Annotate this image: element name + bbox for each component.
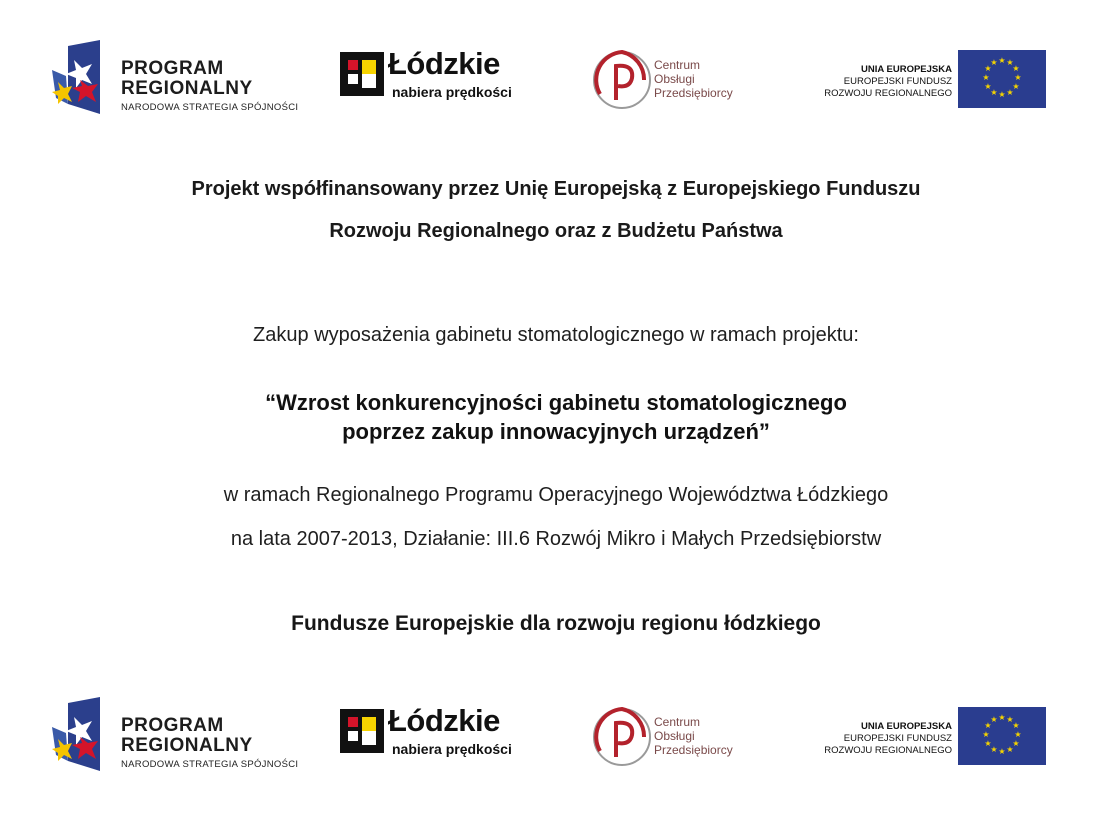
- program-line1: PROGRAM: [121, 58, 224, 79]
- centrum-emblem-icon: [592, 707, 652, 767]
- eu-line1: UNIA EUROPEJSKA: [861, 721, 952, 732]
- svg-text:★: ★: [982, 73, 990, 82]
- project-title-line2: poprzez zakup innowacyjnych urządzeń”: [342, 419, 770, 444]
- svg-text:★: ★: [1006, 58, 1014, 67]
- svg-text:★: ★: [998, 713, 1006, 722]
- program-regionalny-emblem-icon: [52, 40, 104, 116]
- eu-flag-icon: [958, 707, 1046, 765]
- eu-line3: ROZWOJU REGIONALNEGO: [824, 745, 952, 756]
- logo-strip-bottom: [0, 695, 1112, 775]
- svg-text:★: ★: [984, 721, 992, 730]
- program-line3: NARODOWA STRATEGIA SPÓJNOŚCI: [121, 759, 299, 770]
- svg-text:★: ★: [984, 82, 992, 91]
- footer-slogan: Fundusze Europejskie dla rozwoju regionu łódzkiego: [291, 612, 821, 635]
- program-line3: NARODOWA STRATEGIA SPÓJNOŚCI: [121, 102, 299, 113]
- eu-line1: UNIA EUROPEJSKA: [861, 64, 952, 75]
- svg-text:★: ★: [984, 739, 992, 748]
- centrum-line1: Centrum: [654, 715, 701, 729]
- program-regionalny-logo: [52, 38, 312, 118]
- svg-text:★: ★: [998, 90, 1006, 99]
- svg-text:★: ★: [1012, 739, 1020, 748]
- eu-flag-icon: [958, 50, 1046, 108]
- cofinance-line2: Rozwoju Regionalnego oraz z Budżetu Państwa: [329, 220, 783, 242]
- svg-text:★: ★: [998, 747, 1006, 756]
- svg-text:★: ★: [990, 88, 998, 97]
- program-line2: REGIONALNY: [121, 78, 253, 99]
- lodzkie-logo: [340, 703, 540, 767]
- lodzkie-logo: [340, 46, 540, 110]
- logo-strip-top: [0, 38, 1112, 118]
- svg-text:★: ★: [1006, 715, 1014, 724]
- svg-text:★: ★: [1012, 82, 1020, 91]
- cofinance-line1: Projekt współfinansowany przez Unię Europejską z Europejskiego Funduszu: [191, 178, 921, 200]
- svg-text:★: ★: [990, 58, 998, 67]
- eu-text: [824, 721, 952, 757]
- centrum-line2: Obsługi: [654, 729, 695, 743]
- centrum-obslugi-logo: [592, 50, 752, 110]
- eu-logo: [800, 50, 1050, 110]
- lodzkie-squares-icon: [340, 709, 384, 753]
- eu-line2: EUROPEJSKI FUNDUSZ: [843, 733, 952, 744]
- program-line1-text: w ramach Regionalnego Programu Operacyjnego Województwa Łódzkiego: [223, 484, 889, 506]
- centrum-obslugi-logo: [592, 707, 752, 767]
- lodzkie-name: Łódzkie: [388, 46, 500, 81]
- program-line1: PROGRAM: [121, 715, 224, 736]
- program-line2: REGIONALNY: [121, 735, 253, 756]
- eu-text: [824, 64, 952, 100]
- lodzkie-slogan: nabiera prędkości: [392, 741, 512, 757]
- eu-line2: EUROPEJSKI FUNDUSZ: [843, 76, 952, 87]
- purchase-text: Zakup wyposażenia gabinetu stomatologicznego w ramach projektu:: [253, 324, 859, 346]
- svg-text:★: ★: [982, 730, 990, 739]
- program-line2-text: na lata 2007-2013, Działanie: III.6 Rozwój Mikro i Małych Przedsiębiorstw: [230, 528, 882, 550]
- lodzkie-name: Łódzkie: [388, 703, 500, 738]
- centrum-line2: Obsługi: [654, 72, 695, 86]
- svg-text:★: ★: [998, 56, 1006, 65]
- centrum-line1: Centrum: [654, 58, 701, 72]
- svg-text:★: ★: [1014, 73, 1022, 82]
- lodzkie-slogan: nabiera prędkości: [392, 84, 512, 100]
- centrum-line3: Przedsiębiorcy: [654, 86, 733, 100]
- svg-text:★: ★: [990, 745, 998, 754]
- lodzkie-squares-icon: [340, 52, 384, 96]
- centrum-emblem-icon: [592, 50, 652, 110]
- program-regionalny-logo: [52, 695, 312, 775]
- svg-text:★: ★: [1006, 745, 1014, 754]
- svg-text:★: ★: [1012, 64, 1020, 73]
- svg-text:★: ★: [990, 715, 998, 724]
- svg-text:★: ★: [984, 64, 992, 73]
- eu-line3: ROZWOJU REGIONALNEGO: [824, 88, 952, 99]
- svg-text:★: ★: [1006, 88, 1014, 97]
- svg-text:★: ★: [1012, 721, 1020, 730]
- eu-logo: [800, 707, 1050, 767]
- svg-text:★: ★: [1014, 730, 1022, 739]
- centrum-line3: Przedsiębiorcy: [654, 743, 733, 757]
- project-title-line1: “Wzrost konkurencyjności gabinetu stomatologicznego: [265, 390, 847, 415]
- program-regionalny-emblem-icon: [52, 697, 104, 773]
